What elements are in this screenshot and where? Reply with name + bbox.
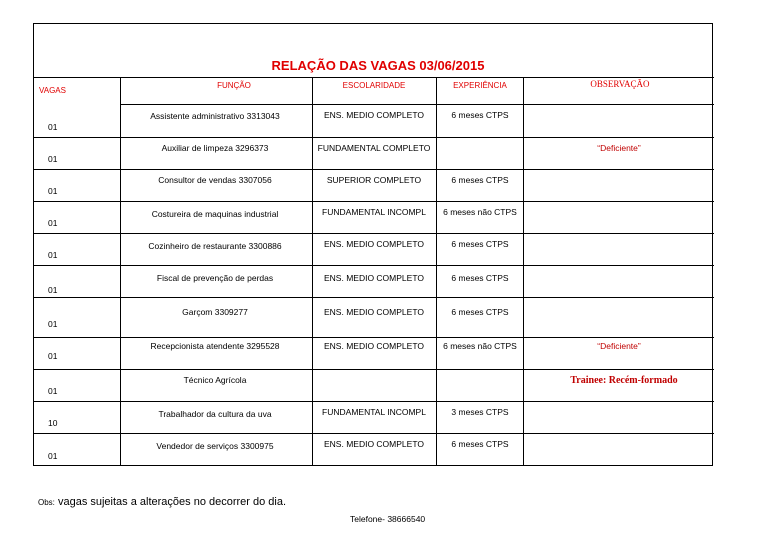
cell-experiencia: 6 meses CTPS: [451, 439, 509, 449]
cell-experiencia: 6 meses CTPS: [451, 273, 509, 283]
cell-escolaridade: ENS. MEDIO COMPLETO: [324, 307, 424, 317]
footer-telefone: Telefone- 38666540: [350, 514, 426, 524]
cell-escolaridade: SUPERIOR COMPLETO: [326, 175, 422, 185]
cell-vagas: 01: [48, 250, 58, 260]
cell-funcao: Fiscal de prevenção de perdas: [156, 273, 274, 283]
cell-observacao: Trainee: Recém-formado: [570, 375, 678, 386]
cell-funcao: Vendedor de serviços 3300975: [156, 441, 274, 451]
header-top-line: [34, 77, 714, 78]
table-row: [34, 401, 714, 433]
cell-funcao: Técnico Agrícola: [183, 375, 247, 385]
cell-funcao: Garçom 3309277: [182, 307, 248, 317]
cell-funcao: Cozinheiro de restaurante 3300886: [148, 241, 282, 251]
cell-vagas: 01: [48, 386, 58, 396]
header-observacao: OBSERVAÇÃO: [590, 79, 650, 89]
cell-experiencia: 6 meses CTPS: [451, 307, 509, 317]
cell-vagas: 01: [48, 351, 58, 361]
footer-note-text: vagas sujeitas a alterações no decorrer do dia.: [54, 496, 287, 508]
table-row: [34, 433, 714, 466]
cell-vagas: 01: [48, 122, 58, 132]
table-row: [34, 337, 714, 369]
cell-experiencia: 3 meses CTPS: [451, 407, 509, 417]
cell-funcao: Assistente administrativo 3313043: [150, 111, 280, 121]
cell-experiencia: 6 meses CTPS: [451, 175, 509, 185]
cell-vagas: 10: [48, 418, 58, 428]
cell-vagas: 01: [48, 451, 58, 461]
table-row: [34, 201, 714, 233]
header-escolaridade: ESCOLARIDADE: [342, 81, 406, 90]
table-row: [34, 297, 714, 337]
cell-experiencia: 6 meses CTPS: [451, 239, 509, 249]
footer-note: [38, 496, 286, 508]
footer-note-label: Obs:: [38, 498, 55, 507]
cell-vagas: 01: [48, 285, 58, 295]
table-row: [34, 104, 714, 137]
cell-escolaridade: FUNDAMENTAL INCOMPL: [322, 207, 426, 217]
document-title: RELAÇÃO DAS VAGAS 03/06/2015: [271, 58, 485, 73]
cell-funcao: Trabalhador da cultura da uva: [158, 409, 272, 419]
table-row: [34, 265, 714, 297]
job-listing-sheet: [33, 23, 713, 466]
cell-observacao: “Deficiente”: [597, 143, 641, 153]
cell-experiencia: 6 meses CTPS: [451, 110, 509, 120]
header-vagas: VAGAS: [39, 86, 66, 95]
cell-funcao: Recepcionista atendente 3295528: [150, 341, 280, 351]
cell-experiencia: 6 meses não CTPS: [443, 207, 517, 217]
cell-vagas: 01: [48, 186, 58, 196]
cell-vagas: 01: [48, 218, 58, 228]
cell-escolaridade: ENS. MEDIO COMPLETO: [324, 273, 424, 283]
table-row: [34, 169, 714, 201]
cell-escolaridade: ENS. MEDIO COMPLETO: [324, 439, 424, 449]
cell-escolaridade: FUNDAMENTAL INCOMPL: [322, 407, 426, 417]
header-funcao: FUNÇÃO: [217, 81, 251, 90]
cell-escolaridade: ENS. MEDIO COMPLETO: [324, 341, 424, 351]
header-experiencia: EXPERIÊNCIA: [453, 81, 507, 90]
cell-experiencia: 6 meses não CTPS: [443, 341, 517, 351]
cell-funcao: Auxiliar de limpeza 3296373: [161, 143, 269, 153]
table-row: [34, 369, 714, 401]
cell-escolaridade: FUNDAMENTAL COMPLETO: [317, 143, 431, 153]
table-row: [34, 233, 714, 265]
cell-escolaridade: ENS. MEDIO COMPLETO: [324, 239, 424, 249]
cell-vagas: 01: [48, 319, 58, 329]
cell-funcao: Consultor de vendas 3307056: [158, 175, 272, 185]
cell-vagas: 01: [48, 154, 58, 164]
cell-observacao: “Deficiente”: [597, 341, 641, 351]
cell-funcao: Costureira de maquinas industrial: [151, 209, 279, 219]
table-row: [34, 137, 714, 169]
cell-escolaridade: ENS. MEDIO COMPLETO: [324, 110, 424, 120]
